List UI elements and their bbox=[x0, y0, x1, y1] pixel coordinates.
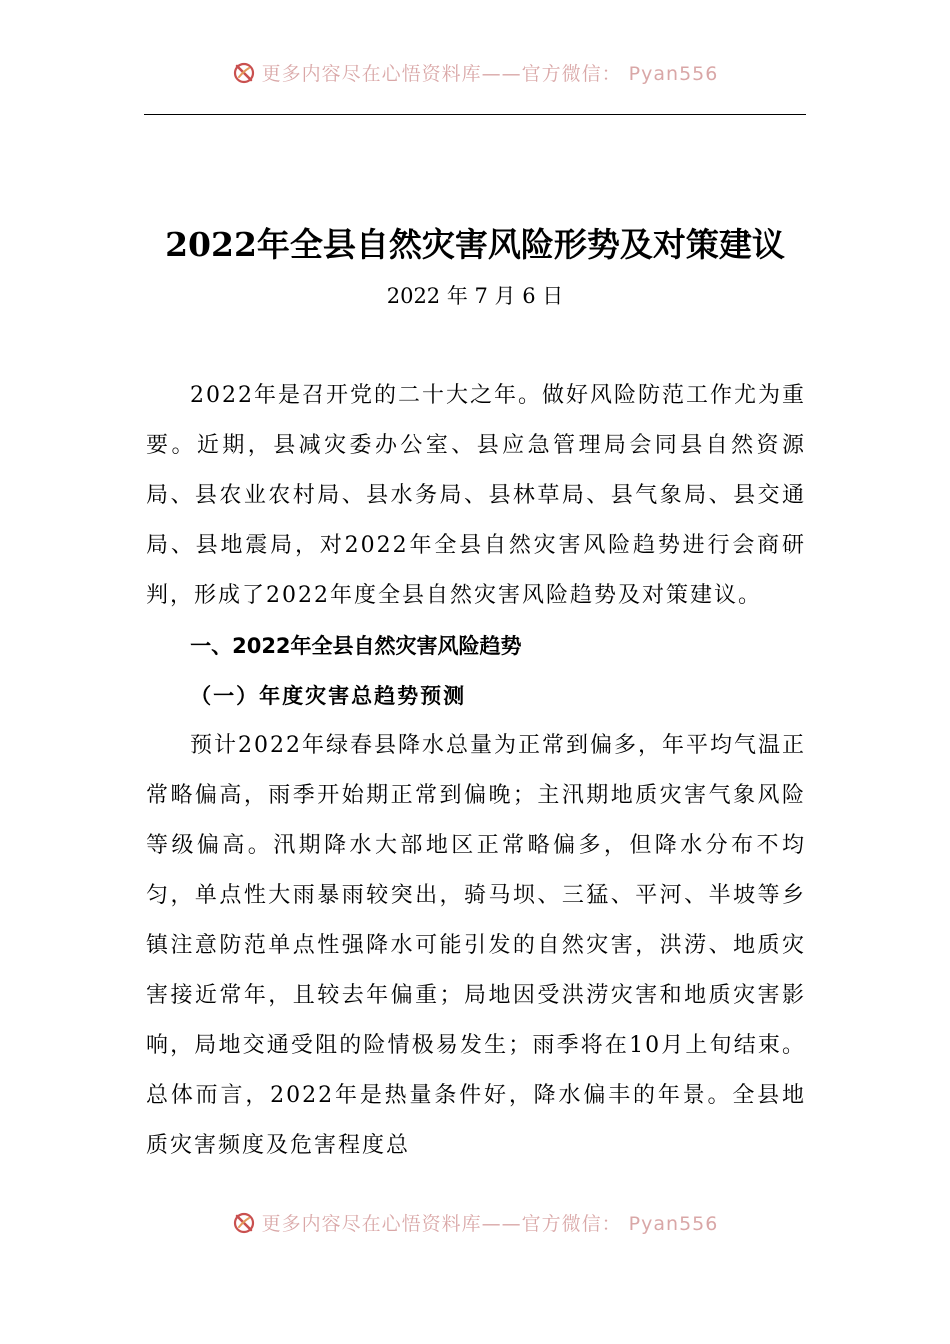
intro-paragraph: 2022年是召开党的二十大之年。做好风险防范工作尤为重要。近期，县减灾委办公室、县应急管理局会同县自然资源局、县农业农村局、县水务局、县林草局、县气象局、县交通局、县地震局，对2022年全县自然灾害风险趋势进行会商研判，形成了2022年度全县自然灾害风险趋势及对策建议。 bbox=[146, 383, 806, 608]
subsection-paragraph: 预计2022年绿春县降水总量为正常到偏多，年平均气温正常略偏高，雨季开始期正常到偏晚；主汛期地质灾害气象风险等级偏高。汛期降水大部地区正常略偏多，但降水分布不均匀，单点性大雨暴雨较突出，骑马坝、三猛、平河、半坡等乡镇注意防范单点性强降水可能引发的自然灾害，洪涝、地质灾害接近常年，且较去年偏重；局地因受洪涝灾害和地质灾害影响，局地交通受阻的险情极易发生；雨季将在10月上旬结束。总体而言，2022年是热量条件好，降水偏丰的年景。全县地质灾害频度及危害程度总 bbox=[146, 733, 806, 1158]
document-date: 2022 年 7 月 6 日 bbox=[386, 284, 564, 308]
section-heading: 一、2022年全县自然灾害风险趋势 bbox=[190, 634, 522, 658]
document-body bbox=[146, 371, 806, 1171]
watermark-header bbox=[0, 58, 950, 86]
header-divider bbox=[144, 114, 806, 115]
watermark-footer bbox=[0, 1208, 950, 1236]
document-title: 2022年全县自然灾害风险形势及对策建议 bbox=[165, 225, 785, 264]
brand-logo-icon bbox=[232, 60, 256, 84]
watermark-text: 更多内容尽在心悟资料库——官方微信： Pyan556 bbox=[261, 62, 719, 85]
subsection-heading: （一）年度灾害总趋势预测 bbox=[190, 683, 467, 708]
watermark-text: 更多内容尽在心悟资料库——官方微信： Pyan556 bbox=[261, 1212, 719, 1235]
brand-logo-icon bbox=[232, 1210, 256, 1234]
